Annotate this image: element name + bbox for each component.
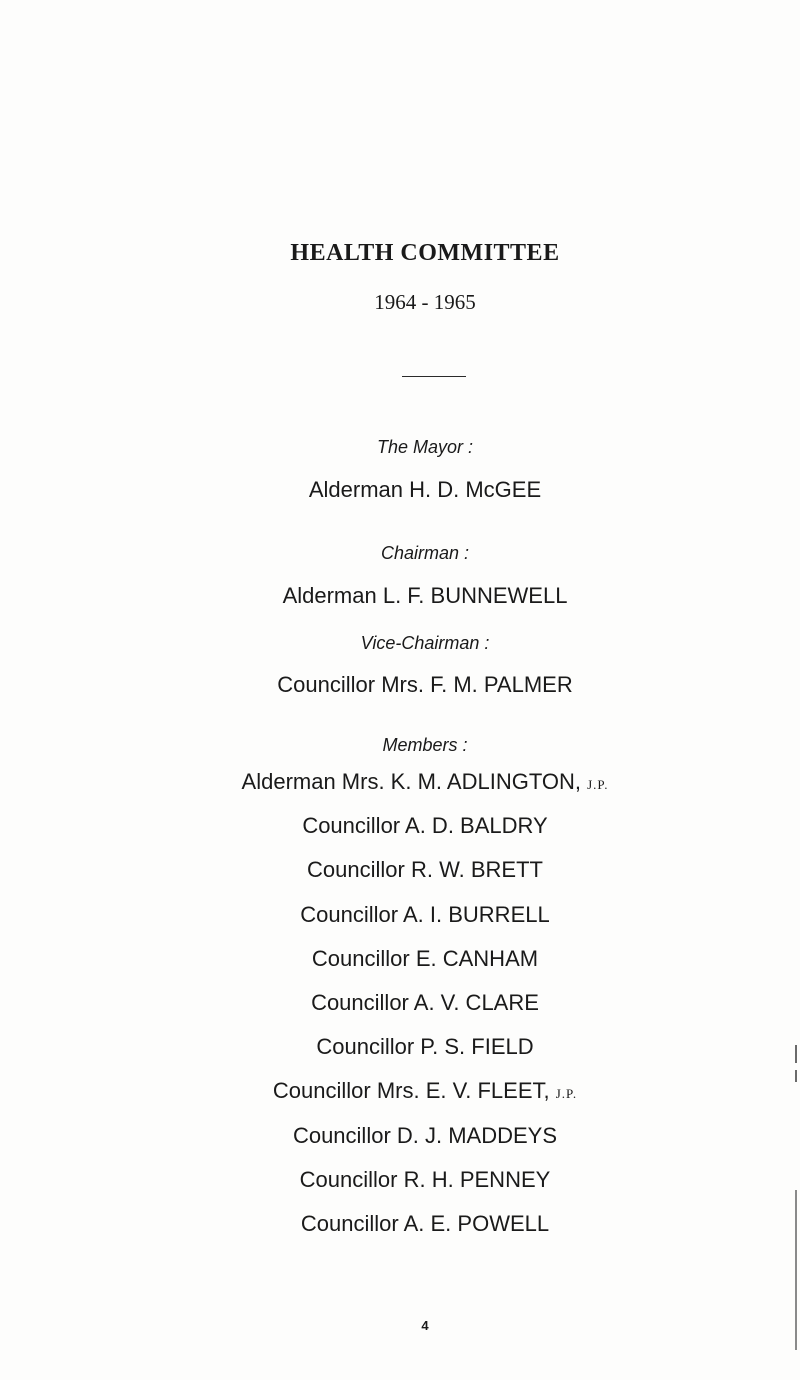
member-item [0, 804, 800, 848]
member-item [0, 1202, 800, 1246]
mayor-name: Alderman H. D. McGEE [308, 477, 542, 502]
member-item [0, 1158, 800, 1202]
page-title: HEALTH COMMITTEE [290, 240, 560, 266]
chairman-name: Alderman L. F. BUNNEWELL [282, 583, 568, 608]
member-item [0, 893, 800, 937]
vice-chairman-name: Councillor Mrs. F. M. PALMER [277, 672, 573, 697]
member-item [0, 1069, 800, 1113]
member-name: Councillor R. W. BRETT [307, 857, 543, 883]
member-item [0, 1114, 800, 1158]
member-name: Councillor A. V. CLARE [311, 989, 539, 1015]
members-role-label: Members : [382, 735, 468, 755]
member-item [0, 981, 800, 1025]
member-suffix: J.P. [555, 1086, 578, 1102]
member-name: Councillor P. S. FIELD [316, 1034, 534, 1060]
member-name: Councillor R. H. PENNEY [299, 1166, 551, 1192]
member-item [0, 760, 800, 804]
page-number: 4 [421, 1318, 429, 1333]
scan-edge-mark [795, 1070, 797, 1082]
members-list [0, 760, 800, 1246]
chairman-role-label: Chairman : [380, 543, 470, 563]
member-name: Councillor A. E. POWELL [300, 1210, 550, 1236]
vice-chairman-role-label: Vice-Chairman : [360, 633, 490, 653]
member-item [0, 848, 800, 892]
member-name: Councillor Mrs. E. V. FLEET, [272, 1078, 550, 1104]
scan-edge-mark [795, 1190, 797, 1350]
member-name: Alderman Mrs. K. M. ADLINGTON, [241, 769, 581, 794]
term-years: 1964 - 1965 [374, 290, 476, 314]
member-name: Councillor D. J. MADDEYS [292, 1122, 558, 1148]
scan-edge-mark [795, 1045, 797, 1063]
member-name: Councillor A. D. BALDRY [302, 813, 548, 839]
divider [402, 376, 466, 377]
member-name: Councillor A. I. BURRELL [300, 901, 550, 927]
member-item [0, 937, 800, 981]
member-name: Councillor E. CANHAM [311, 945, 539, 971]
member-item [0, 1025, 800, 1069]
member-suffix: J.P. [587, 777, 609, 792]
mayor-role-label: The Mayor : [376, 437, 474, 457]
